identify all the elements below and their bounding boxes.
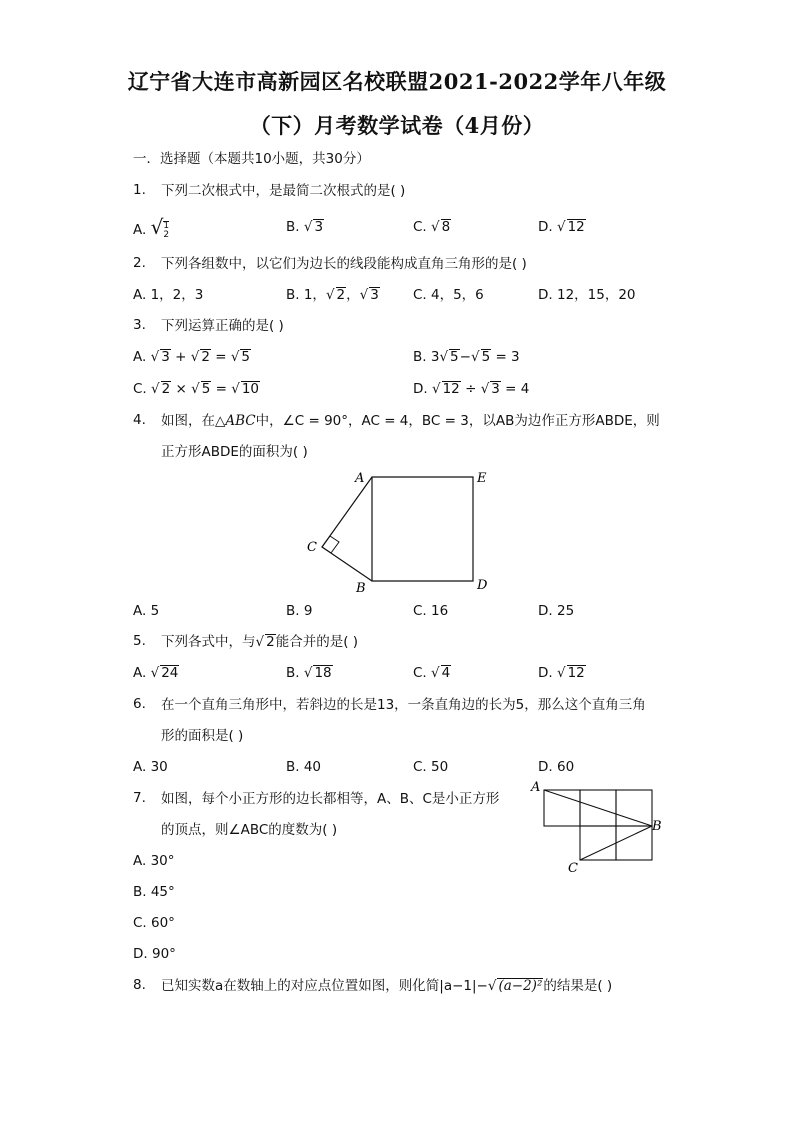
question-8-number: 8. <box>133 977 146 993</box>
section-heading: 一．选择题（本题共10小题，共30分） <box>133 151 370 167</box>
q4-option-b[interactable]: B. 9 <box>286 603 313 619</box>
right-angle-mark <box>322 536 339 553</box>
q2-b-comma: ， <box>346 287 360 303</box>
q6-option-b[interactable]: B. 40 <box>286 759 322 775</box>
q7-figure <box>528 778 668 878</box>
question-7-text-2: 的顶点，则∠ABC的度数为( ) <box>161 822 338 838</box>
question-4-number: 4. <box>133 412 146 428</box>
q4-option-d[interactable]: D. 25 <box>538 603 575 619</box>
q6-option-a[interactable]: A. 30 <box>133 759 168 775</box>
label-a: A <box>531 780 541 795</box>
q3-a-r2: 2 <box>201 349 210 365</box>
q4-text-triangle: △ABC <box>215 413 256 429</box>
q3-b-label: B. 3 <box>413 349 440 365</box>
title-line-2: （下）月考数学试卷（4月份） <box>249 113 545 138</box>
q8-text-root: (a−2)² <box>498 978 543 994</box>
square-abde <box>372 477 473 581</box>
q2-option-d[interactable]: D. 12，15，20 <box>538 287 636 303</box>
q5-d-radicand: 12 <box>567 665 585 681</box>
q3-a-r1: 3 <box>161 349 170 365</box>
q3-a-label: A. <box>133 349 147 365</box>
q3-c-eq: = <box>211 381 232 397</box>
q5-text-a: 下列各式中，与 <box>161 634 256 650</box>
q7-option-b[interactable]: B. 45° <box>133 884 175 900</box>
question-3-number: 3. <box>133 317 146 333</box>
q3-option-c[interactable]: C. √ 2 × √ 5 = √ 10 <box>133 381 260 397</box>
question-7-number: 7. <box>133 790 146 806</box>
q3-c-r3: 10 <box>241 381 260 397</box>
q5-text-root: 2 <box>266 634 275 650</box>
q2-option-c[interactable]: C. 4，5，6 <box>413 287 484 303</box>
label-a: A <box>355 471 365 486</box>
question-2-text: 下列各组数中，以它们为边长的线段能构成直角三角形的是( ) <box>161 256 527 272</box>
question-4-text <box>161 412 660 430</box>
q1-option-c-label: C. <box>413 219 427 235</box>
q1-option-a[interactable]: A. √1 2 <box>133 215 170 240</box>
question-5-number: 5. <box>133 633 146 649</box>
q3-option-d[interactable]: D. √ 12 ÷ √ 3 = 4 <box>413 381 530 397</box>
question-4-text-2: 正方形ABDE的面积为( ) <box>161 444 308 460</box>
q4-option-c[interactable]: C. 16 <box>413 603 449 619</box>
grid-cell <box>616 790 652 826</box>
q1-option-a-label: A. <box>133 222 147 238</box>
q1-a-denominator: 2 <box>163 229 170 240</box>
q1-option-b-label: B. <box>286 219 300 235</box>
label-c: C <box>307 540 317 555</box>
q5-option-d-label: D. <box>538 665 553 681</box>
title-line-1: 辽宁省大连市高新园区名校联盟2021-2022学年八年级 <box>127 69 667 94</box>
q7-option-c[interactable]: C. 60° <box>133 915 175 931</box>
q1-d-radicand: 12 <box>567 219 585 235</box>
grid-cell <box>616 826 652 860</box>
q3-b-r2: 5 <box>481 349 491 365</box>
q3-b-op: − <box>459 349 471 365</box>
q5-option-b[interactable]: B. √ 18 <box>286 665 332 681</box>
q5-option-d[interactable]: D. √ 12 <box>538 665 585 681</box>
label-e: E <box>477 471 487 486</box>
q2-b-root-2: 2 <box>336 287 346 303</box>
question-6-text-2: 形的面积是( ) <box>161 728 244 744</box>
q2-option-b[interactable]: B. 1，√ 2，√ 3 <box>286 287 379 303</box>
question-8-text: 已知实数a在数轴上的对应点位置如图，则化简|a−1|−√ (a−2)²的结果是( ) <box>161 978 613 994</box>
q3-a-op: + <box>170 349 191 365</box>
q1-a-numerator: 1 <box>163 220 170 231</box>
label-c: C <box>568 861 578 876</box>
q1-c-radicand: 8 <box>441 219 451 235</box>
q8-text-a: 已知实数a在数轴上的对应点位置如图，则化简|a−1|− <box>161 978 488 994</box>
q1-option-d-label: D. <box>538 219 553 235</box>
q3-d-op: ÷ <box>460 381 481 397</box>
q3-b-eq: = 3 <box>491 349 520 365</box>
q3-b-r1: 5 <box>450 349 459 365</box>
q1-option-d[interactable]: D. √ 12 <box>538 219 585 235</box>
question-1-number: 1. <box>133 182 146 198</box>
label-d: D <box>477 578 488 593</box>
q3-c-r1: 2 <box>161 381 171 397</box>
grid-squares <box>544 790 652 860</box>
question-5-text: 下列各式中，与√ 2能合并的是( ) <box>161 634 359 650</box>
q3-d-r2: 3 <box>491 381 500 397</box>
q4-text-c: 中，∠C = 90°，AC = 4，BC = 3，以AB为边作正方形ABDE，则 <box>255 413 660 429</box>
label-b: B <box>652 819 662 834</box>
question-7-text: 如图，每个小正方形的边长都相等，A、B、C是小正方形 <box>161 791 500 807</box>
q5-option-c[interactable]: C. √ 4 <box>413 665 451 681</box>
q3-option-a[interactable]: A. √ 3 + √ 2 = √ 5 <box>133 349 251 365</box>
q2-b-root-3: 3 <box>370 287 379 303</box>
q4-text-a: 如图，在 <box>161 413 215 429</box>
q4-option-a[interactable]: A. 5 <box>133 603 160 619</box>
q1-option-b[interactable]: B. √ 3 <box>286 219 324 235</box>
q7-option-d[interactable]: D. 90° <box>133 946 176 962</box>
question-6-text: 在一个直角三角形中，若斜边的长是13，一条直角边的长为5，那么这个直角三角 <box>161 697 646 713</box>
q5-text-b: 能合并的是( ) <box>275 634 359 650</box>
q3-c-label: C. <box>133 381 147 397</box>
q3-c-op: × <box>171 381 192 397</box>
q6-option-d[interactable]: D. 60 <box>538 759 575 775</box>
q1-option-c[interactable]: C. √ 8 <box>413 219 451 235</box>
q5-a-radicand: 24 <box>161 665 179 681</box>
q7-option-a[interactable]: A. 30° <box>133 853 175 869</box>
grid-cell <box>580 826 616 860</box>
q5-option-a-label: A. <box>133 665 147 681</box>
q8-text-b: 的结果是( ) <box>543 978 613 994</box>
q3-d-r1: 12 <box>442 381 460 397</box>
triangle-abc <box>322 477 372 581</box>
question-1-text: 下列二次根式中，是最简二次根式的是( ) <box>161 183 406 199</box>
q2-option-b-label: B. 1， <box>286 287 326 303</box>
q3-a-r3: 5 <box>241 349 251 365</box>
q5-b-radicand: 18 <box>314 665 332 681</box>
segment-ab <box>544 790 652 826</box>
q4-figure <box>300 465 500 595</box>
q2-option-a[interactable]: A. 1，2，3 <box>133 287 204 303</box>
q5-option-a[interactable]: A. √ 24 <box>133 665 179 681</box>
q6-option-c[interactable]: C. 50 <box>413 759 449 775</box>
q3-c-r2: 5 <box>201 381 211 397</box>
q3-d-label: D. <box>413 381 428 397</box>
q1-b-radicand: 3 <box>314 219 324 235</box>
q3-option-b[interactable]: B. 3√ 5−√ 5 = 3 <box>413 349 520 365</box>
q5-option-c-label: C. <box>413 665 427 681</box>
grid-cell <box>544 790 580 826</box>
q3-a-eq: = <box>210 349 231 365</box>
label-b: B <box>356 581 366 595</box>
question-2-number: 2. <box>133 255 146 271</box>
question-3-text: 下列运算正确的是( ) <box>161 318 284 334</box>
q5-c-radicand: 4 <box>441 665 451 681</box>
q5-option-b-label: B. <box>286 665 300 681</box>
question-6-number: 6. <box>133 696 146 712</box>
q3-d-eq: = 4 <box>500 381 530 397</box>
